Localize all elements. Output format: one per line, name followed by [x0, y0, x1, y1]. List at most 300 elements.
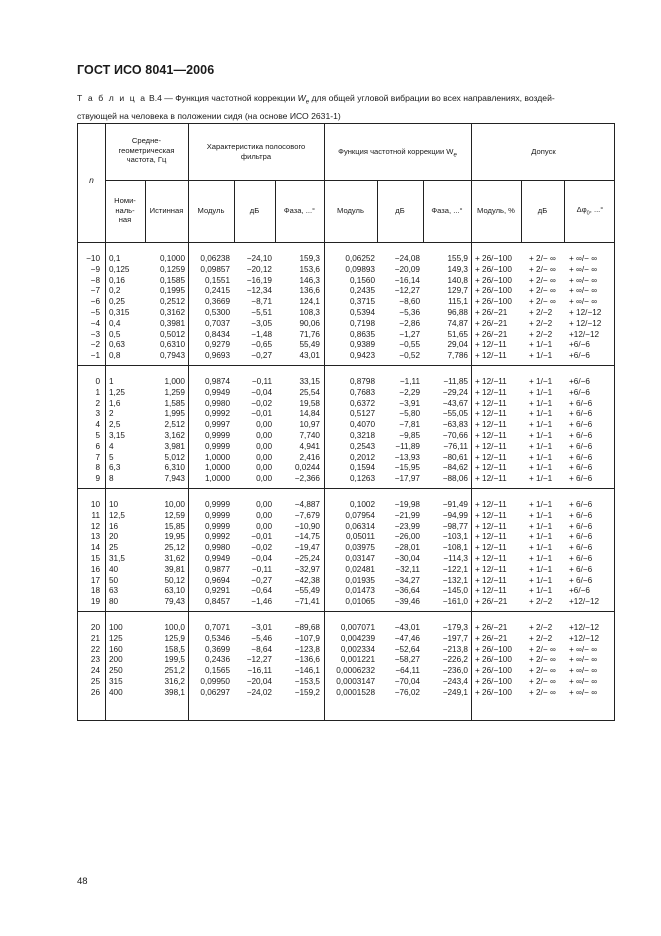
table-cell: −29,24: [442, 387, 468, 397]
table-cell: 0,6372: [349, 398, 375, 408]
table-row: [78, 500, 614, 511]
table-cell: + ∞/− ∞: [569, 254, 598, 263]
table-cell: 1,0000: [204, 463, 230, 473]
table-cell: + 12/−11: [475, 463, 507, 473]
table-cell: −34,27: [394, 575, 420, 585]
caption-w-symbol: W: [297, 93, 306, 103]
header-text: Δφ: [576, 205, 587, 214]
caption-line-2: ствующей на человека в положении сидя (на основе ИСО 2631-1): [77, 110, 341, 121]
table-cell: 1,000: [164, 377, 185, 386]
table-cell: 0,9980: [204, 543, 230, 553]
table-cell: 0,16: [109, 275, 125, 285]
table-cell: 153,6: [299, 264, 320, 274]
table-cell: 0,1002: [349, 500, 375, 509]
header-f-mod: Модуль: [197, 206, 225, 215]
table-cell: −136,6: [294, 655, 320, 665]
table-cell: + 26/−21: [475, 318, 508, 328]
table-cell: 100: [109, 623, 123, 632]
table-cell: + 26/−21: [475, 633, 508, 643]
table-cell: 0,00: [256, 500, 272, 509]
table-cell: 5,012: [164, 452, 185, 462]
table-cell: −88,06: [442, 474, 468, 484]
table-cell: 14,84: [299, 409, 320, 419]
table-cell: + 2/−2: [529, 597, 553, 607]
table-row: [78, 576, 614, 587]
table-cell: + 1/−1: [529, 564, 553, 574]
table-cell: 0,0001528: [336, 687, 375, 697]
header-exact: Истинная: [149, 206, 184, 215]
table-cell: + 1/−1: [529, 586, 553, 596]
table-cell: 14: [90, 543, 100, 553]
table-cell: 25: [90, 677, 100, 686]
table-cell: 12,5: [109, 510, 125, 520]
table-cell: 0,8798: [349, 377, 375, 386]
table-cell: −5: [90, 308, 100, 317]
table-cell: 0,2436: [204, 655, 230, 665]
table-row: [78, 688, 614, 699]
table-cell: 0,9992: [204, 409, 230, 419]
table-cell: −52,64: [394, 644, 420, 654]
table-cell: −64,11: [395, 666, 420, 676]
table-cell: 71,76: [299, 329, 320, 339]
header-text: фильтра: [240, 151, 272, 161]
table-cell: −6: [90, 297, 100, 307]
caption-text: В.4 — Функция частотной коррекции: [148, 93, 296, 103]
table-cell: 0,7071: [204, 623, 230, 632]
table-cell: 20: [109, 532, 119, 542]
table-cell: 39,81: [164, 564, 185, 574]
table-cell: 0,3715: [349, 297, 375, 307]
table-cell: −236,0: [442, 666, 468, 676]
table-cell: 0,9999: [204, 431, 230, 440]
table-cell: 0,3669: [204, 297, 230, 307]
table-cell: 0,00: [256, 510, 272, 520]
table-cell: 0,8434: [204, 329, 230, 339]
table-cell: + 12/−11: [475, 554, 507, 563]
table-cell: −0,04: [251, 387, 272, 397]
table-cell: 25: [109, 543, 119, 553]
table-cell: −5,80: [399, 409, 420, 419]
table-cell: 0,7198: [349, 318, 375, 328]
table-cell: 0,1263: [349, 474, 375, 484]
table-cell: −24,02: [246, 687, 272, 697]
table-cell: 0,5394: [349, 308, 375, 317]
table-cell: 31,5: [109, 554, 125, 563]
table-cell: 3: [95, 409, 100, 419]
table-cell: 0,3699: [204, 644, 230, 654]
table-row: [78, 431, 614, 442]
table-row: [78, 543, 614, 554]
table-cell: 50,12: [164, 575, 185, 585]
table-cell: −8,64: [251, 644, 272, 654]
table-cell: + 2/− ∞: [529, 254, 556, 263]
table-cell: + 1/−1: [529, 351, 553, 361]
table-cell: 0,315: [109, 308, 130, 317]
table-cell: −89,68: [294, 623, 320, 632]
table-cell: −39,46: [394, 597, 420, 607]
table-cell: + 6/−6: [569, 409, 593, 419]
table-cell: + 26/−100: [475, 264, 512, 274]
table-row: [78, 351, 614, 362]
table-cell: −0,11: [251, 377, 272, 386]
table-cell: −161,0: [442, 597, 468, 607]
table-cell: −58,27: [394, 655, 420, 665]
table-cell: 0,5127: [349, 409, 375, 419]
table-cell: −12,27: [394, 286, 420, 296]
table-row: [78, 377, 614, 388]
table-cell: + 6/−6: [569, 575, 593, 585]
table-cell: −23,99: [394, 521, 420, 531]
table-cell: 0,9992: [204, 532, 230, 542]
table-cell: + 12/−11: [475, 474, 507, 484]
table-cell: + 12/−11: [475, 398, 507, 408]
header-w-mod: Модуль: [337, 206, 364, 215]
table-cell: −21,99: [394, 510, 420, 520]
table-row: [78, 463, 614, 474]
table-cell: −0,65: [251, 340, 272, 350]
table-cell: 2,5: [109, 420, 121, 430]
table-cell: −43,01: [394, 623, 420, 632]
table-cell: −8,60: [399, 297, 420, 307]
table-cell: 146,3: [299, 275, 320, 285]
table-cell: 0,2012: [349, 452, 375, 462]
table-cell: 0,9389: [349, 340, 375, 350]
table-cell: + 1/−1: [529, 521, 553, 531]
table-cell: −36,64: [394, 586, 420, 596]
table-cell: + 2/− ∞: [529, 677, 556, 686]
table-cell: 115,1: [448, 297, 468, 307]
table-cell: + 26/−100: [475, 666, 512, 676]
table-cell: 0,9291: [204, 586, 230, 596]
table-cell: −4,887: [294, 500, 320, 509]
table-cell: 0,001221: [340, 655, 375, 665]
table-cell: + ∞/− ∞: [569, 286, 598, 296]
table-cell: 0,3218: [349, 431, 375, 440]
table-cell: 4,941: [299, 441, 320, 451]
header-w-db: дБ: [395, 206, 405, 215]
table-cell: 0,004239: [340, 633, 375, 643]
table-cell: + 6/−6: [569, 463, 593, 473]
table-cell: 0,4070: [349, 420, 375, 430]
header-text: ная: [118, 215, 132, 224]
table-cell: 63,10: [164, 586, 185, 596]
table-cell: −10: [86, 254, 100, 263]
header-text: Номи-: [114, 196, 136, 205]
table-cell: + 12/−11: [475, 441, 507, 451]
table-cell: + 1/−1: [529, 387, 553, 397]
header-nominal: [105, 196, 145, 225]
table-cell: + 12/−12: [569, 318, 602, 328]
table-cell: 1: [109, 377, 114, 386]
table-cell: + 12/−11: [475, 351, 507, 361]
table-cell: +12/−12: [569, 329, 600, 339]
table-cell: 10: [90, 500, 100, 509]
document-header: ГОСТ ИСО 8041—2006: [77, 63, 215, 77]
table-cell: 0,4: [109, 318, 121, 328]
table-cell: + 26/−100: [475, 297, 512, 307]
table-cell: 3,162: [164, 431, 185, 440]
table-cell: −16,14: [394, 275, 420, 285]
table-cell: 0,00: [256, 452, 272, 462]
table-cell: −26,00: [394, 532, 420, 542]
table-cell: −5,36: [399, 308, 420, 317]
table-cell: + 26/−100: [475, 275, 512, 285]
table-cell: + 26/−100: [475, 254, 512, 263]
table-cell: −9: [90, 264, 100, 274]
table-cell: −12,27: [246, 655, 272, 665]
table-cell: 400: [109, 687, 123, 697]
table-cell: 0,00: [256, 420, 272, 430]
table-cell: 63: [109, 586, 119, 596]
table-cell: 5: [95, 431, 100, 440]
table-cell: −98,77: [442, 521, 468, 531]
table-cell: −80,61: [442, 452, 468, 462]
table-cell: + 2/− ∞: [529, 275, 556, 285]
header-sub: e: [453, 152, 457, 159]
table-cell: −0,01: [251, 532, 272, 542]
table-cell: 0,007071: [340, 623, 375, 632]
table-cell: 19,95: [164, 532, 185, 542]
table-cell: 51,65: [447, 329, 468, 339]
table-cell: 0,9999: [204, 510, 230, 520]
table-row: [78, 532, 614, 543]
table-cell: 0,06314: [345, 521, 375, 531]
table-cell: −0,52: [399, 351, 420, 361]
table-cell: + 6/−6: [569, 474, 593, 484]
table-cell: + 26/−100: [475, 286, 512, 296]
header-sub: 0: [586, 210, 590, 217]
table-cell: −55,49: [294, 586, 320, 596]
table-cell: + 12/−11: [475, 575, 507, 585]
table-cell: −70,66: [442, 431, 468, 440]
table-cell: 1,6: [109, 398, 121, 408]
table-cell: 8: [95, 463, 100, 473]
table-cell: + 12/−12: [569, 308, 602, 317]
table-cell: 17: [90, 575, 100, 585]
table-cell: 0,9694: [204, 575, 230, 585]
table-cell: 7: [95, 452, 100, 462]
table-cell: 1: [95, 387, 100, 397]
table-cell: −153,5: [294, 677, 320, 686]
table-cell: −3: [90, 329, 100, 339]
table-cell: + 1/−1: [529, 463, 553, 473]
table-row: [78, 511, 614, 522]
table-cell: −24,10: [246, 254, 272, 263]
table-cell: 12,59: [164, 510, 185, 520]
table-cell: 129,7: [447, 286, 468, 296]
table-cell: 0,8457: [204, 597, 230, 607]
table-cell: + 2/− ∞: [529, 286, 556, 296]
table-cell: + 2/− ∞: [529, 655, 556, 665]
table-cell: 2,416: [299, 452, 320, 462]
table-cell: 18: [90, 586, 100, 596]
table-cell: + 6/−6: [569, 500, 593, 509]
table-cell: −3,05: [251, 318, 272, 328]
table-cell: 1,0000: [204, 474, 230, 484]
table-row: [78, 623, 614, 634]
table-row: [78, 399, 614, 410]
table-cell: + 12/−11: [475, 532, 507, 542]
table-cell: −20,12: [246, 264, 272, 274]
table-cell: 1,25: [109, 387, 125, 397]
table-cell: −243,4: [442, 677, 468, 686]
table-cell: + 2/− ∞: [529, 297, 556, 307]
table-cell: −14,75: [294, 532, 320, 542]
table-cell: 1,995: [164, 409, 185, 419]
table-cell: −0,01: [251, 409, 272, 419]
table-cell: −1,11: [399, 377, 420, 386]
table-cell: 0,6310: [159, 340, 185, 350]
table-cell: 0,2543: [349, 441, 375, 451]
table-cell: 0,7683: [349, 387, 375, 397]
row-divider: [78, 611, 614, 612]
table-cell: 100,0: [164, 623, 185, 632]
table-cell: 0,5: [109, 329, 121, 339]
caption-text-cont: для общей угловой вибрации во всех направлениях, воздей-: [311, 93, 555, 103]
table-cell: 12: [90, 521, 100, 531]
table-cell: + 26/−100: [475, 677, 512, 686]
table-cell: −7,679: [294, 510, 320, 520]
table-cell: 0,0006232: [336, 666, 375, 676]
table-cell: 0,06252: [345, 254, 375, 263]
table-cell: −1,27: [399, 329, 420, 339]
table-cell: 19,58: [299, 398, 320, 408]
table-row: [78, 666, 614, 677]
header-tolerance: Допуск: [531, 147, 556, 156]
table-cell: 0,1995: [159, 286, 185, 296]
table-cell: 136,6: [299, 286, 320, 296]
table-cell: −3,01: [251, 623, 272, 632]
table-cell: 0,06297: [200, 687, 230, 697]
table-cell: 11: [91, 510, 100, 520]
table-cell: 0,9423: [349, 351, 375, 361]
table-cell: −55,05: [442, 409, 468, 419]
table-cell: 10: [109, 500, 119, 509]
table-cell: −0,11: [251, 564, 272, 574]
table-cell: + 1/−1: [529, 510, 553, 520]
table-cell: −30,04: [394, 554, 420, 563]
table-cell: −146,1: [294, 666, 320, 676]
header-t-db: дБ: [537, 206, 548, 215]
table-cell: + 1/−1: [529, 474, 553, 484]
table-cell: + 6/−6: [569, 431, 593, 440]
table-cell: 0,9999: [204, 521, 230, 531]
table-cell: + 1/−1: [529, 543, 553, 553]
row-divider: [78, 365, 614, 366]
header-text: геометрическая: [118, 145, 175, 155]
table-cell: −76,11: [443, 441, 468, 451]
table-cell: 200: [109, 655, 123, 665]
table-cell: −107,9: [294, 633, 320, 643]
table-cell: 316,2: [164, 677, 185, 686]
table-cell: 251,2: [164, 666, 185, 676]
table-cell: 108,3: [299, 308, 320, 317]
table-cell: −43,67: [442, 398, 468, 408]
table-cell: 0,0003147: [336, 677, 375, 686]
table-cell: 0,9999: [204, 441, 230, 451]
table-cell: 0,01065: [345, 597, 375, 607]
table-cell: +12/−12: [569, 623, 600, 632]
table-cell: −32,11: [395, 564, 420, 574]
table-cell: 0,00: [256, 463, 272, 473]
table-cell: 0,03975: [345, 543, 375, 553]
table-cell: + 12/−11: [475, 420, 507, 430]
header-weighting: [324, 147, 471, 161]
table-cell: 0,125: [109, 264, 130, 274]
table-cell: 0,09857: [200, 264, 230, 274]
table-cell: 15: [90, 554, 100, 563]
table-cell: −47,46: [394, 633, 420, 643]
table-cell: −20,04: [246, 677, 272, 686]
table-cell: + 6/−6: [569, 543, 593, 553]
header-f-db: дБ: [249, 206, 260, 215]
table-cell: 0,1: [109, 254, 121, 263]
table-cell: −91,49: [442, 500, 468, 509]
table-cell: 0,8: [109, 351, 121, 361]
table-cell: 4: [95, 420, 100, 430]
table-cell: −213,8: [442, 644, 468, 654]
table-cell: −0,04: [251, 554, 272, 563]
table-cell: −2,86: [399, 318, 420, 328]
table-cell: 6,310: [164, 463, 185, 473]
table-cell: + 26/−100: [475, 687, 512, 697]
table-cell: 0,1565: [204, 666, 230, 676]
table-cell: −94,99: [442, 510, 468, 520]
table-cell: +6/−6: [569, 340, 590, 350]
table-cell: −12,34: [246, 286, 272, 296]
table-cell: + 26/−21: [475, 308, 508, 317]
caption-w-sub: e: [305, 99, 310, 106]
table-cell: +6/−6: [569, 377, 590, 386]
table-cell: 0,9949: [204, 387, 230, 397]
table-cell: + 6/−6: [569, 452, 593, 462]
table-cell: 160: [109, 644, 123, 654]
table-cell: + 2/− ∞: [529, 644, 556, 654]
table-cell: + ∞/− ∞: [569, 644, 598, 654]
table-cell: 0,02481: [345, 564, 375, 574]
header-f-phase: Фаза, ...°: [283, 206, 316, 215]
row-divider: [78, 242, 614, 243]
table-row: [78, 645, 614, 656]
table-cell: 0,07954: [345, 510, 375, 520]
table-cell: 55,49: [299, 340, 320, 350]
table-cell: 9: [95, 474, 100, 484]
table-cell: 0,00: [256, 474, 272, 484]
table-cell: 50: [109, 575, 119, 585]
table-cell: + 12/−11: [475, 409, 507, 419]
table-cell: 3,15: [109, 431, 125, 440]
table-cell: −28,01: [394, 543, 420, 553]
table-cell: + 2/−2: [529, 633, 553, 643]
table-cell: + ∞/− ∞: [569, 687, 598, 697]
table-cell: + 1/−1: [529, 340, 553, 350]
table-row: [78, 286, 614, 297]
table-cell: −84,62: [442, 463, 468, 473]
table-caption: [77, 92, 617, 123]
table-cell: + 6/−6: [569, 510, 593, 520]
table-cell: 0,00: [256, 431, 272, 440]
table-cell: −24,08: [394, 254, 420, 263]
table-row: [78, 276, 614, 287]
table-cell: −103,1: [442, 532, 468, 542]
header-text: Функция частотной коррекции W: [338, 147, 454, 156]
table-row: [78, 554, 614, 565]
table-cell: + 12/−11: [475, 564, 507, 574]
table-cell: 0,002334: [340, 644, 375, 654]
table-cell: −63,83: [442, 420, 468, 430]
table-cell: −10,90: [294, 521, 320, 531]
header-text: Средне-: [131, 136, 162, 145]
